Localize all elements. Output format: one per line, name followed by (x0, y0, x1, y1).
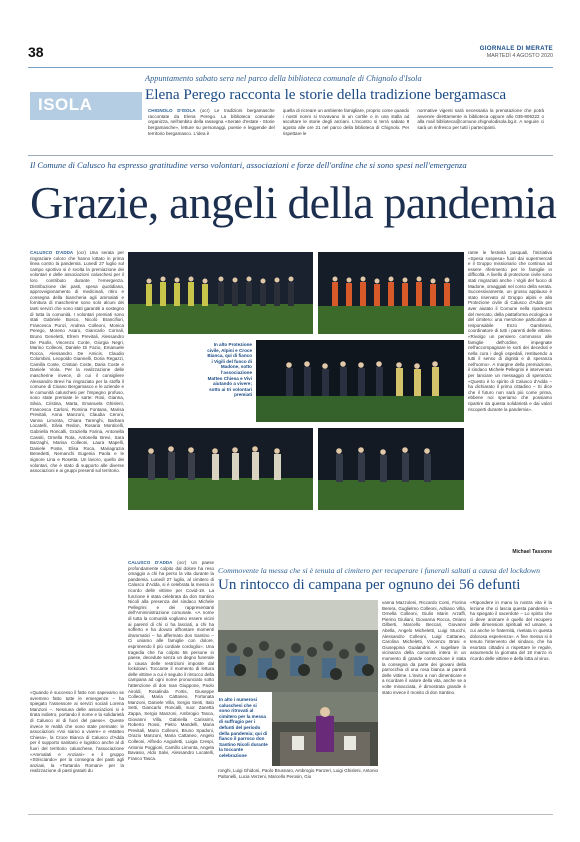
lower-article-left-column (128, 560, 214, 810)
main-photo-caption: In alto Protezione civile, Alpini e Croce Bianca, qui di fianco i Vigili del fuoco di Madone, sotto l'associazione Matteo Chiesa e Vivi aiutando a vivere; sotto ai tri volontari premiati (207, 342, 252, 398)
main-article-left-column (30, 250, 124, 690)
separator (28, 155, 553, 156)
main-article-title: Grazie, angeli della pandemia (30, 177, 556, 228)
photo-associations (128, 428, 313, 510)
main-article-kicker: Il Comune di Calusco ha espresso gratitudine verso volontari, associazioni e forze dell'ordine che si sono spesi nell'emergenza (30, 160, 467, 170)
upper-article-title: Elena Perego racconta le storie della tradizione bergamasca (145, 86, 507, 103)
page-header (28, 42, 553, 68)
upper-article-col1 (148, 108, 275, 152)
page-number: 38 (28, 44, 44, 60)
photo-cemetery-mass (218, 600, 378, 692)
main-article-left-column-2: «Quando è successo il fatto non sapevamo se avremmo fatto tutte le emergenze – ha spiegato l'assessore ai servizi sociali Lorena Manzoni –. Nessuna delle associazioni si è tirata indietro, portando il nome e la solidarietà di Calusco al di fuori del paese». Queste invece le realtà che sono state premiate: le associazioni «Voi siamo a vivere» e «Matteo Chiesa», la Croce Bianca di Calusco d'Adda per il supporto sanitario e logistico anche al di fuori del territorio caluschese, l'associazione «Ammalati e Anziani» e il gruppo «Strisciando» per la consegna dei pasti agli anziani, la «Tartarola Romani» per la realizzazione di pasti gratuiti du (30, 690, 124, 774)
publication-name: GIORNALE DI MERATE (479, 45, 553, 52)
upper-article-kicker: Appuntamento sabato sera nel parco della biblioteca comunale di Chignolo d'Isola (145, 74, 422, 83)
photo-volunteers-1 (128, 252, 313, 334)
lower-article-lead: CALUSCO D'ADDA (128, 560, 173, 565)
upper-col1-text: (ocr) Le tradizioni bergamasche raccontate da Elena Perego. La biblioteca comunale organizza, nell'ambito della rassegna «Serate d'estate - Storie bergamasche», letture su personaggi, poesie e leggende del territorio bergamasco. L'idea è (148, 108, 275, 136)
lower-article-bottom-column: ronghi, Luigi Ghidoni, Paolo Brusnaro, Ambrogio Panzeri, Luigi Ghisleni, Antonio Paltonelli, Lucia Verzeni, Marcello Perosin, Gio (218, 768, 378, 779)
lower-article-kicker: Commovente la messa che si è tenuta al cimitero per recuperare i funerali saltati a causa del lockdown (218, 566, 540, 575)
photo-priest (272, 692, 378, 766)
lower-left-text: (ocr) Un paese profondamente colpito dal dolore ha reso omaggio a chi ha perso la vita durante la pandemia. Lunedì 27 luglio, al cimitero di Calusco d'Adda, si è celebrata la messa in ricordo delle vittime per Covid-19. La funzione è stata celebrata da don Santino Nicoli alla presenza del sindaco Michele Pellegrini e dei rappresentanti dell'Amministrazione comunale. «A nome di tutta la comunità vogliamo essere vicini ai parenti di chi ci ha lasciati, a chi ha sofferto e ha dovuto affrontare momenti drammatici – ha affermato don Santino – Ci uniamo alle famiglie con dolore, esprimendo il più cordiale cordoglio». Una tragedia che ha colpito 56 persone in paese, decedute senza un degno funerale a causa delle restrizioni imposte dal lockdown. Toccante il momento di lettura delle vittime a cui è seguito il rintocco della campana ad ogni nome pronunciato sotto l'attenzione di don Ivan Giuppone, Paolo Airoldi, Rosalinda Fortis, Giuseppe Colleoni, Maria Cattaneo, Fortunata Manzoni, Daniele Villa, Sergio Senti, Italo Setti, Giancarlo Roncalli, suor Zanetta Zappa, Sergio Manzoni, Ambrogio Tasca, Giovanni Villa, Gabriella Carissimi, Roberto Rossi, Pietro Mandelli, Maria Previtali, Mario Colleoni, Bruno Spadoni, Orazio Manzoni, Maria Cattaneo, Angelo Colleoni, Alfredo Angioletti, Luigia Crespi, Antonio Poggioni, Camillo Limonta, Angela Bavasio, Aldo Salvi, Alessandro Locatelli, Franco Tasca. (128, 560, 214, 761)
upper-article-col2: quella di ricreare un ambiente famigliare, proprio come quando i nostri nonni si trovavano in un cortile o in una stalla ad ascoltare le storie degli anziani. L'incontro si terrà sabato 8 agosto alle ore 21 nel parco della biblioteca di Chignolo. Per rispettare le (282, 108, 410, 136)
photo-firefighters (318, 252, 464, 334)
photo-volunteers-3 (318, 428, 464, 510)
upper-article-col3: normative vigenti sarà necessaria la prenotazione che potrà avvenire direttamente in biblioteca oppure allo 035-906222 o alla mail biblioteca@comune.chignolodisola.bg.it. A seguire ci sarà un rinfresco per tutti i partecipanti. (417, 108, 545, 130)
lower-article-right-column-1: vanna Mazzoleni, Riccardo Comi, Fiorina Berera, Guglielmo Colleoni, Adriano Villa, Ornella Colleoni, Giulio Marin Arzaffi, Pierino Giuliani, Giovanna Rocca, Oriano Gilberti, Marcello Beccari, Giovanni Abella, Angelo Micheletti, Luigi Stucchi, Alessandro Colleoni, Luigi Cattaneo, Carolina Micheletti, Vincenzo Brasi e Giuseppina Gualandris. A sugellare la vicinanza della comunità intera in un momento di grande commozione è stata la consegna da parte dei giovani della parrocchia di una rosa bianca ai parenti delle vittime. L'invito a non dimenticare e a ricordare il valore della vita, anche se a volte minacciata, è dimostrata grande è stato invece il monito di don Santino. (382, 600, 466, 695)
lower-photo-caption: In alto i numerosi caluschesi che si sono ritrovati al cimitero per la messa di suffragio per i defunti del periodo della pandemia; qui di fianco il parroco don Santino Nicoli durante la toccante celebrazione (219, 697, 268, 758)
lower-article-right-column-2: «Ripondere in mano la nostra vita è la lezione che ci lascia questa pandemia – ha spiegato il sacerdote – Lo spirito che ci deve animare è quello del recupero delle dimensioni spirituali ed umane, a cui anche le fraternità, rivelata in questa dolorosa esperienza». A fine messa si è tenuto l'intervento del sindaco, che ha esortato cittadini a rispettare le regole, assumendo la giornata del 18 marzo in ricordo delle vittime e della lotta al virus. (470, 600, 552, 661)
main-article-lead: CALUSCO D'ADDA (30, 250, 74, 255)
main-article-right-column: rante le festività pasquali, l'iniziativa «Spesa sospesa» fuori dai supermercati e il Gruppo missionario che continua ad essere riferimento per le famiglie in difficoltà. A livello di protezione civile sono stati ringraziati anche i Vigili del fuoco di Madone, omaggiati nel corso della serata. Successivamente, un grosso applauso è stato riservato al Gruppo alpini e alla Protezione civile di Calusco d'Adda per aver aiutato il Comune nella ripartenza del mercato, della piattaforma ecologica e del cimitero: una menzione particolare al responsabile Enzo Gambirasi, coordinatore di tutti i parenti delle vittime. «Rivolgo un pensiero commosso alle famiglie dell'ordine, impegnate nell'accompagnare le sorti dei deceduti e nella cura i degli ospedali, restituendo a tutti il senso di dignità e di speranza nell'uomo». A margine della premiazione, il sindaco Michele Pellegrini è intervenuto per lanciare un messaggio di speranza: «Questo è lo spirito di Calusco d'Adda – ha dichiarato il primo cittadino – Si dice che il futuro non sarà più come prima, ebbene noi speriamo che possiamo ripartire da questa solidarietà e dai valori riscoperti durante la pandemia». (468, 250, 552, 412)
lower-article-title: Un rintocco di campana per ognuno dei 56 defunti (218, 577, 521, 593)
section-label: ISOLA (30, 92, 142, 120)
publication-date: MARTEDÌ 4 AGOSTO 2020 (486, 53, 553, 59)
photo-volunteers-2 (256, 340, 464, 422)
upper-article-lead: CHIGNOLO D'ISOLA (148, 108, 196, 113)
main-article-signature: Michael Tassone (512, 549, 552, 555)
footer-rule (28, 814, 553, 815)
upper-article-body (148, 108, 544, 152)
main-left-text: (ocr) Una serata per ringraziare coloro che hanno lottato in prima linea contro la pandemia. Lunedì 27 luglio sul campo sportivo si è svolta la premiazione dei volontari e delle associazioni caluschesi per il loro contributo durante l'emergenza. Distribuzione dei pasti, spesa quotidiana, approvvigionamento di medicinali, ritiro e consegna della biancheria agli ammalati e fornitura di mascherine sono solo alcuni dei tanti servizi che sono stati garantiti a sostegno di tutta la comunità. I volontari premiati sono stati Gabriele Bosco, Nicolò Brancifiori, Francesca Punzi, Andrea Colleoni, Monica Perego, Moreno Asaro, Giancarlo Cornali, Bruno Geneletti, Efrem Previtali, Alessandro De Paolis, Vincenzo Conte, Giorgia Negri, Marino Colleoni, Daniele Di Fazio, Emanuele Rocca, Alessandro De Amicis, Claudio Colombini, Leopoldo Giannelli, Doria Regazzi, Camilla Coste, Cristian Coste, Daria Coste e Daniele Viola. Per la realizzazione delle mascherine invece, di cui il consigliere Alessandro Brevi ha ringraziato per la stoffa il comune di Cisano Bergamasco e le aziende e le comunità caluschesi per l'impegno profuso, sono state premiate le sarte: Rosi, Gianna, Silvia, Cristina, Marta, Emanuela Ghislenì, Francesca Carloni, Romina Fontana, Marisa Previtali, Anna Manzoni, Claudia Ceroni, Vanna Limonta, Chiara Tarenghi, Barbara Locatelli, Silvia Redon, Rosaria Monticelli, Gabriella Roncalli, Graziella Farina, Antonella Cassiti, Ornella Rota, Antonella Brevi, Sara Barzaghi, Marisa Colleoni, Laura Mapelli, Daniele Poste, Elisa Roca, Mariagrazia Benedetti, Nemanchi Eugenia Paola e le signore Lina e Rosetta. Un lavoro, quello dei volontari, che è stato di supporto alle diverse associazioni e ai gruppi presenti sul territorio. (30, 250, 124, 474)
